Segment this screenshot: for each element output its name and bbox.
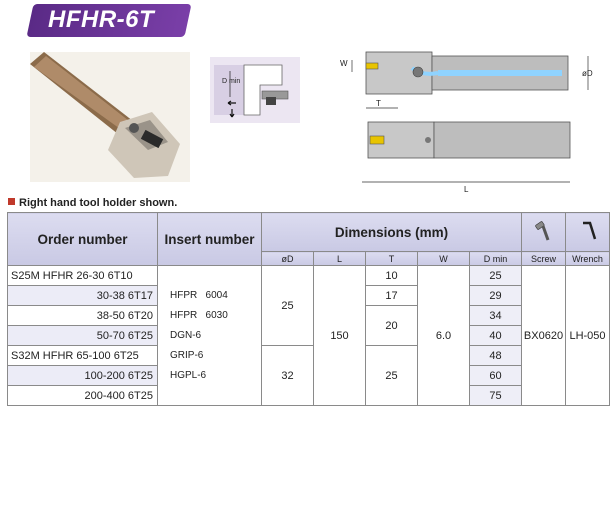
dimensions-header: Dimensions (mm) [262,213,522,252]
t-cell: 10 [366,266,418,286]
note-text: Right hand tool holder shown. [19,197,178,209]
order-cell: 30-38 6T17 [8,286,158,306]
t-subheader: T [366,252,418,266]
screw-icon-cell [522,213,566,252]
dmin-detail-label: D min [222,78,241,85]
dmin-subheader: D min [470,252,522,266]
insert-item: HFPR 6030 [170,309,228,321]
screw-subheader: Screw [522,252,566,266]
dmin-cell: 48 [470,346,522,366]
order-cell: 50-70 6T25 [8,326,158,346]
order-cell: 38-50 6T20 [8,306,158,326]
dmin-cell: 75 [470,386,522,406]
wrench-cell: LH-050 [566,266,610,406]
insert-item: HGPL-6 [170,369,207,381]
insert-list-cell [158,266,262,406]
w-subheader: W [418,252,470,266]
order-cell: S32M HFHR 65-100 6T25 [8,346,158,366]
order-number-header: Order number [8,213,158,266]
spec-table [7,212,610,406]
t-label: T [376,99,381,108]
table-row [8,266,610,286]
dmin-cell: 29 [470,286,522,306]
d-subheader: øD [262,252,314,266]
t-cell: 25 [366,346,418,406]
w-cell: 6.0 [418,266,470,406]
d-cell: 25 [262,266,314,346]
l-subheader: L [314,252,366,266]
w-label: W [340,59,348,68]
tool-holder-photo [30,52,190,182]
wrench-icon-cell [566,213,610,252]
screw-cell: BX0620 [522,266,566,406]
technical-drawing [338,42,608,200]
dmin-cell: 25 [470,266,522,286]
dmin-cell: 60 [470,366,522,386]
insert-item: HFPR 6004 [170,289,228,301]
l-label: L [464,185,469,194]
dmin-detail-diagram [210,57,300,123]
t-cell: 17 [366,286,418,306]
table-row [8,346,610,366]
t-cell: 20 [366,306,418,346]
wrench-icon [578,220,598,242]
bullet-square-icon [8,198,15,205]
dmin-cell: 34 [470,306,522,326]
note [8,197,177,209]
l-cell: 150 [314,266,366,406]
order-cell: 200-400 6T25 [8,386,158,406]
screw-icon [534,220,554,242]
d-label: øD [582,69,593,78]
wrench-subheader: Wrench [566,252,610,266]
dmin-cell: 40 [470,326,522,346]
d-cell: 32 [262,346,314,406]
insert-item: GRIP-6 [170,349,204,361]
insert-item: DGN-6 [170,329,202,341]
order-cell: 100-200 6T25 [8,366,158,386]
page-title: HFHR-6T [48,6,155,33]
order-cell: S25M HFHR 26-30 6T10 [8,266,158,286]
insert-number-header: Insert number [158,213,262,266]
